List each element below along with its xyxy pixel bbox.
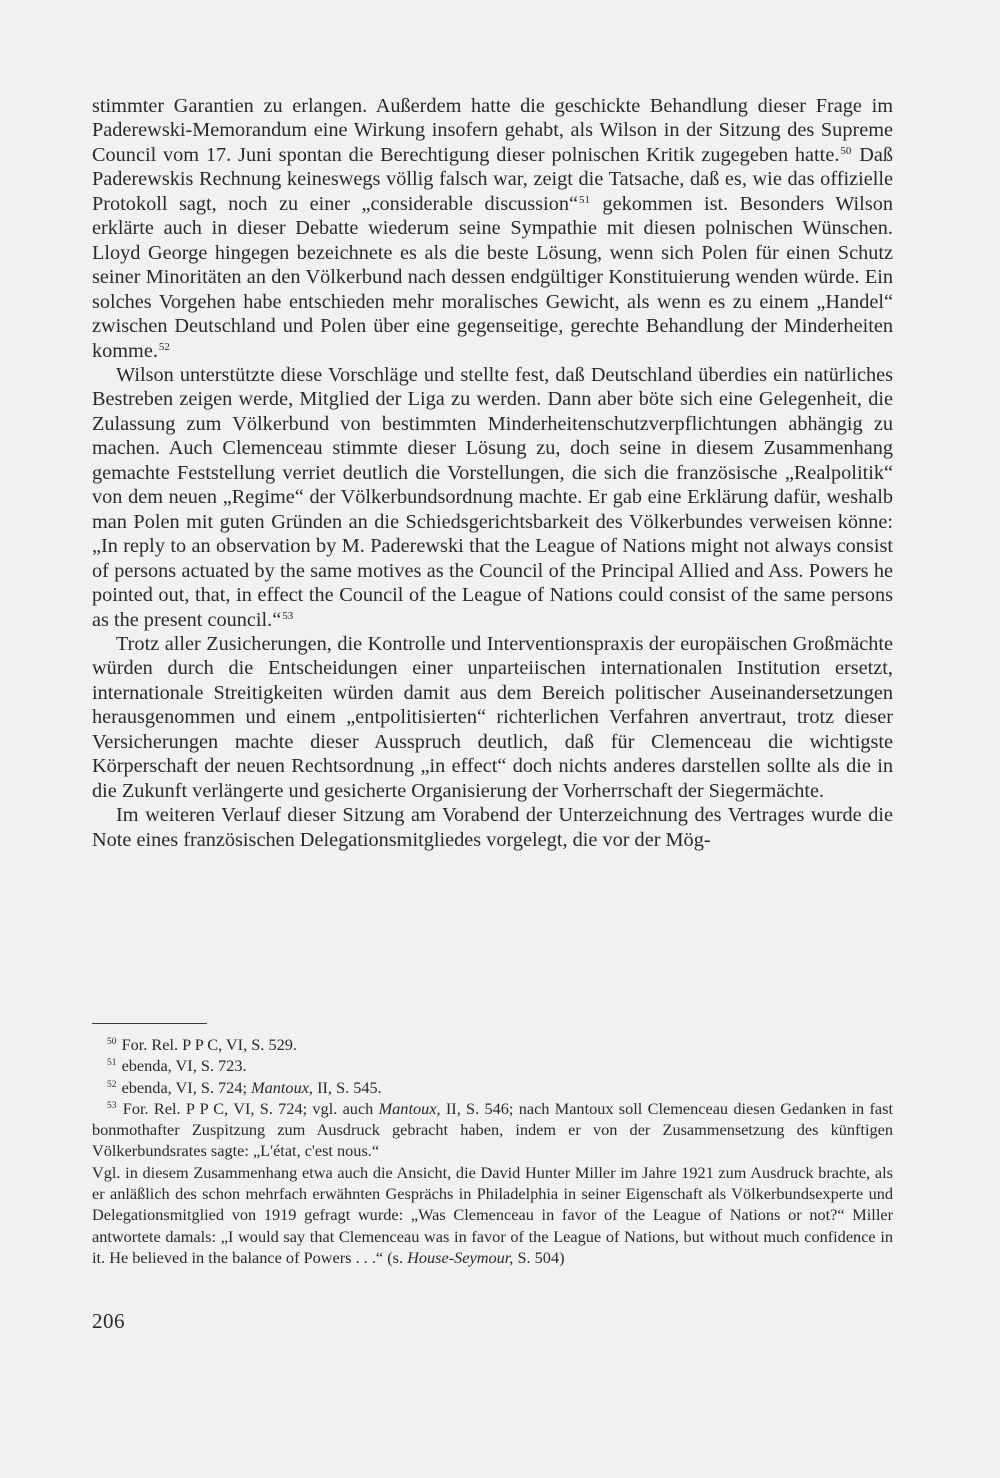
italic-text: Mantoux,: [251, 1077, 314, 1097]
footnote-3: [92, 1077, 893, 1098]
footnotes: [92, 1034, 893, 1268]
footnote-marker: 51: [578, 193, 590, 206]
text-run: For. Rel. P P C, VI, S. 529.: [117, 1035, 297, 1054]
text-run: S. 504): [513, 1247, 565, 1267]
text-run: stimmter Garantien zu erlangen. Außerdem hatte die geschickte Behandlung dieser Frage im Paderewski-Memorandum eine Wirkung insofern gehabt, als Wilson in der Sitzung des Supreme Council vom 17. Juni spontan die Berechtigung dieser polnischen Kritik zugegeben hatte.: [92, 95, 893, 166]
page-number: 206: [92, 1309, 125, 1333]
text-run: For. Rel. P P C, VI, S. 724; vgl. auch: [117, 1098, 379, 1118]
footnote-marker: 52: [158, 340, 170, 353]
footnote-marker: 52: [107, 1079, 117, 1090]
footnote-separator: [92, 1023, 207, 1024]
italic-text: House-Seymour,: [407, 1247, 514, 1267]
footnote-marker: 53: [282, 609, 294, 622]
text-run: II, S. 546; nach Mantoux soll Clemenceau diesen Gedanken in fast bonmothafter Zuspitzung zum Ausdruck gebracht haben, indem er von der Zusammensetzung des künftigen Völkerbundsrates sagte: „L'état, c'est nous.“: [92, 1098, 893, 1161]
text-run: Vgl. in diesem Zusammenhang etwa auch die Ansicht, die David Hunter Miller im Jahre 1921 zum Ausdruck brachte, als er anläßlich des schon mehrfach erwähnten Gesprächs in Philadelphia in seiner Eigenschaft als Völkerbundsexperte und Delegationsmitglied von 1919 gefragt wurde: „Was Clemenceau in favor of the League of Nations or not?“ Miller antwortete damals: „I would say that Clemenceau was in favor of the League of Nations, but without much confidence in it. He believed in the balance of Powers . . .“ (s.: [92, 1162, 893, 1267]
paragraph-2: [92, 363, 893, 632]
text-run: Im weiteren Verlauf dieser Sitzung am Vorabend der Unterzeichnung des Vertrages wurde die Note eines französischen Delegationsmitgliedes vorgelegt, die vor der Mög-: [92, 804, 893, 851]
text-run: Trotz aller Zusicherungen, die Kontrolle und Interventionspraxis der europäischen Großmächte würden durch die Entscheidungen einer unparteiischen internationalen Institution ersetzt, internationale Streitigkeiten würden damit aus dem Bereich politischer Auseinandersetzungen herausgenommen und einem „entpolitisierten“ richterlichen Verfahren anvertraut, trotz dieser Versicherungen machte dieser Ausspruch deutlich, daß für Clemenceau die wichtigste Körperschaft der neuen Rechtsordnung „in effect“ doch nichts anderes darstellen sollte als die in die Zukunft verlängerte und gesicherte Organisierung der Vorherrschaft der Siegermächte.: [92, 632, 893, 802]
footnote-2: [92, 1055, 893, 1076]
text-run: gekommen ist. Besonders Wilson erklärte auch in dieser Debatte wiederum seine Sympathie mit diesen polnischen Wünschen. Lloyd George hingegen bezeichnete es als die beste Lösung, wenn sich Polen für einen Schutz seiner Minoritäten an den Völkerbund nach dessen endgültiger Konstituierung wenden würde. Ein solches Vorgehen habe entschieden mehr moralisches Gewicht, als wenn es zu einem „Handel“ zwischen Deutschland und Polen über eine gegenseitige, gerechte Behandlung der Minderheiten komme.: [92, 192, 893, 362]
paragraph-3: [92, 632, 893, 803]
text-run: II, S. 545.: [313, 1077, 382, 1097]
text-run: ebenda, VI, S. 724;: [117, 1077, 252, 1097]
footnote-marker: 50: [107, 1037, 117, 1047]
italic-text: Mantoux,: [378, 1098, 441, 1118]
footnote-marker: 53: [107, 1100, 117, 1111]
footnote-marker: 51: [107, 1058, 117, 1069]
text-run: Daß Paderewskis Rechnung keineswegs völlig falsch war, zeigt die Tatsache, daß es, wie das offizielle Protokoll sagt, noch zu einer „considerable discussion“: [92, 143, 894, 215]
footnote-5: [92, 1162, 893, 1268]
text-run: ebenda, VI, S. 723.: [117, 1056, 247, 1076]
text-run: Wilson unterstützte diese Vorschläge und stellte fest, daß Deutschland überdies ein natürliches Bestreben zeigen werde, Mitglied der Liga zu werden. Dann aber böte sich eine Gelegenheit, die Zulassung zum Völkerbund von bestimmten Minderheitenschutzverpflichtungen abhängig zu machen. Auch Clemenceau stimmte dieser Lösung zu, doch seine in diesem Zusammenhang gemachte Feststellung verriet deutlich die Vorstellungen, die sich die französische „Realpolitik“ von dem neuen „Regime“ der Völkerbundsordnung machte. Er gab eine Erklärung dafür, weshalb man Polen mit guten Gründen an die Schiedsgerichtsbarkeit des Völkerbundes verweisen könne: „In reply to an observation by M. Paderewski that the League of Nations might not always consist of persons actuated by the same motives as the Council of the Principal Allied and Ass. Powers he pointed out, that, in effect the Council of the League of Nations could consist of the same persons as the present council.“: [92, 363, 893, 631]
paragraph-4: [92, 803, 893, 852]
footnote-marker: 50: [840, 144, 852, 157]
body-text: [92, 94, 893, 852]
footnote-1: [92, 1034, 893, 1055]
footnote-4: [92, 1098, 893, 1162]
paragraph-1: [92, 94, 893, 363]
